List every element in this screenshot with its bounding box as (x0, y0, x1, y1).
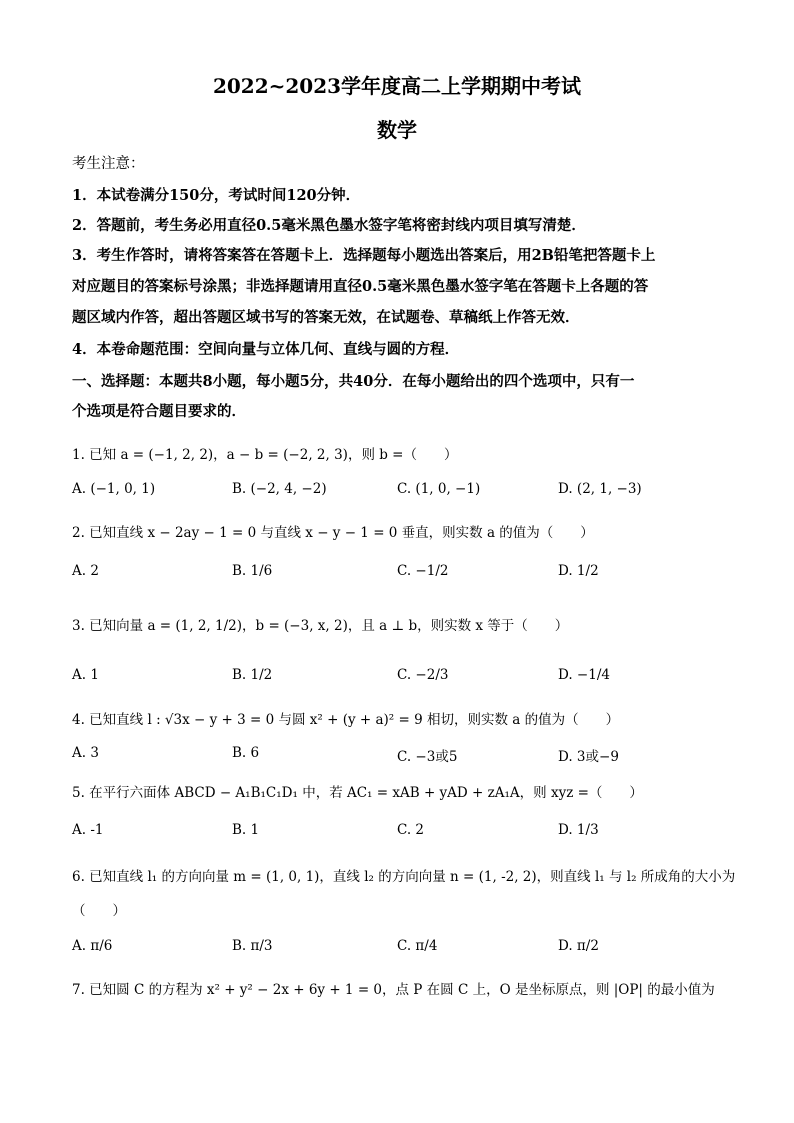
option-a: A. 3 (72, 745, 99, 761)
option-d: D. 1/2 (558, 563, 599, 579)
option-a: A. 1 (72, 667, 99, 683)
section-heading: 一、选择题：本题共8小题，每小题5分，共40分．在每小题给出的四个选项中，只有一 (72, 373, 635, 390)
option-b: B. 1/2 (232, 667, 273, 683)
option-d: D. (2, 1, −3) (558, 481, 642, 497)
option-a: A. (−1, 0, 1) (72, 481, 156, 497)
question-stem: 6. 已知直线 l₁ 的方向向量 m = (1, 0, 1)，直线 l₂ 的方向向量 n = (1, -2, 2)，则直线 l₁ 与 l₂ 所成角的大小为 (72, 869, 736, 885)
option-c: C. −3或5 (397, 749, 458, 765)
question-stem: 5. 在平行六面体 ABCD − A₁B₁C₁D₁ 中，若 AC₁ = xAB + yAD + zA₁A，则 xyz =（ ） (72, 785, 643, 801)
question-stem: 1. 已知 a = (−1, 2, 2)，a − b = (−2, 2, 3)，则 b =（ ） (72, 447, 458, 463)
option-a: A. -1 (72, 822, 104, 838)
option-a: A. π/6 (72, 938, 113, 954)
question-stem: 4. 已知直线 l : √3x − y + 3 = 0 与圆 x² + (y + a)² = 9 相切，则实数 a 的值为（ ） (72, 712, 620, 728)
option-d: D. 3或−9 (558, 749, 619, 765)
option-d: D. π/2 (558, 938, 599, 954)
question-stem: 2. 已知直线 x − 2ay − 1 = 0 与直线 x − y − 1 = 0 垂直，则实数 a 的值为（ ） (72, 525, 594, 541)
notice-item: 2．答题前，考生务必用直径0.5毫米黑色墨水签字笔将密封线内项目填写清楚． (72, 217, 586, 234)
option-a: A. 2 (72, 563, 99, 579)
notice-heading: 考生注意： (72, 156, 145, 172)
option-d: D. 1/3 (558, 822, 599, 838)
option-b: B. π/3 (232, 938, 273, 954)
section-heading-cont: 个选项是符合题目要求的． (72, 403, 246, 420)
notice-item: 1．本试卷满分150分，考试时间120分钟． (72, 187, 361, 204)
option-c: C. −2/3 (397, 667, 449, 683)
question-stem: 7. 已知圆 C 的方程为 x² + y² − 2x + 6y + 1 = 0，点 P 在圆 C 上，O 是坐标原点，则 |OP| 的最小值为 (72, 982, 715, 998)
exam-title: 2022~2023学年度高二上学期期中考试 (212, 74, 582, 98)
notice-item: 4．本卷命题范围：空间向量与立体几何、直线与圆的方程． (72, 341, 460, 358)
question-stem: 3. 已知向量 a = (1, 2, 1/2)，b = (−3, x, 2)，且 a ⊥ b，则实数 x 等于（ ） (72, 618, 569, 634)
option-d: D. −1/4 (558, 667, 610, 683)
option-b: B. (−2, 4, −2) (232, 481, 327, 497)
option-c: C. π/4 (397, 938, 438, 954)
option-b: B. 6 (232, 745, 260, 761)
option-b: B. 1 (232, 822, 260, 838)
notice-item: 题区域内作答，超出答题区域书写的答案无效，在试题卷、草稿纸上作答无效． (72, 309, 580, 326)
option-c: C. −1/2 (397, 563, 449, 579)
option-c: C. (1, 0, −1) (397, 481, 481, 497)
option-b: B. 1/6 (232, 563, 273, 579)
exam-subject: 数学 (377, 118, 417, 142)
notice-item: 3．考生作答时，请将答案答在答题卡上．选择题每小题选出答案后，用2B铅笔把答题卡上 (72, 247, 656, 264)
option-c: C. 2 (397, 822, 425, 838)
question-stem-cont: （ ） (72, 903, 126, 919)
notice-item: 对应题目的答案标号涂黑；非选择题请用直径0.5毫米黑色墨水签字笔在答题卡上各题的答 (72, 278, 649, 295)
